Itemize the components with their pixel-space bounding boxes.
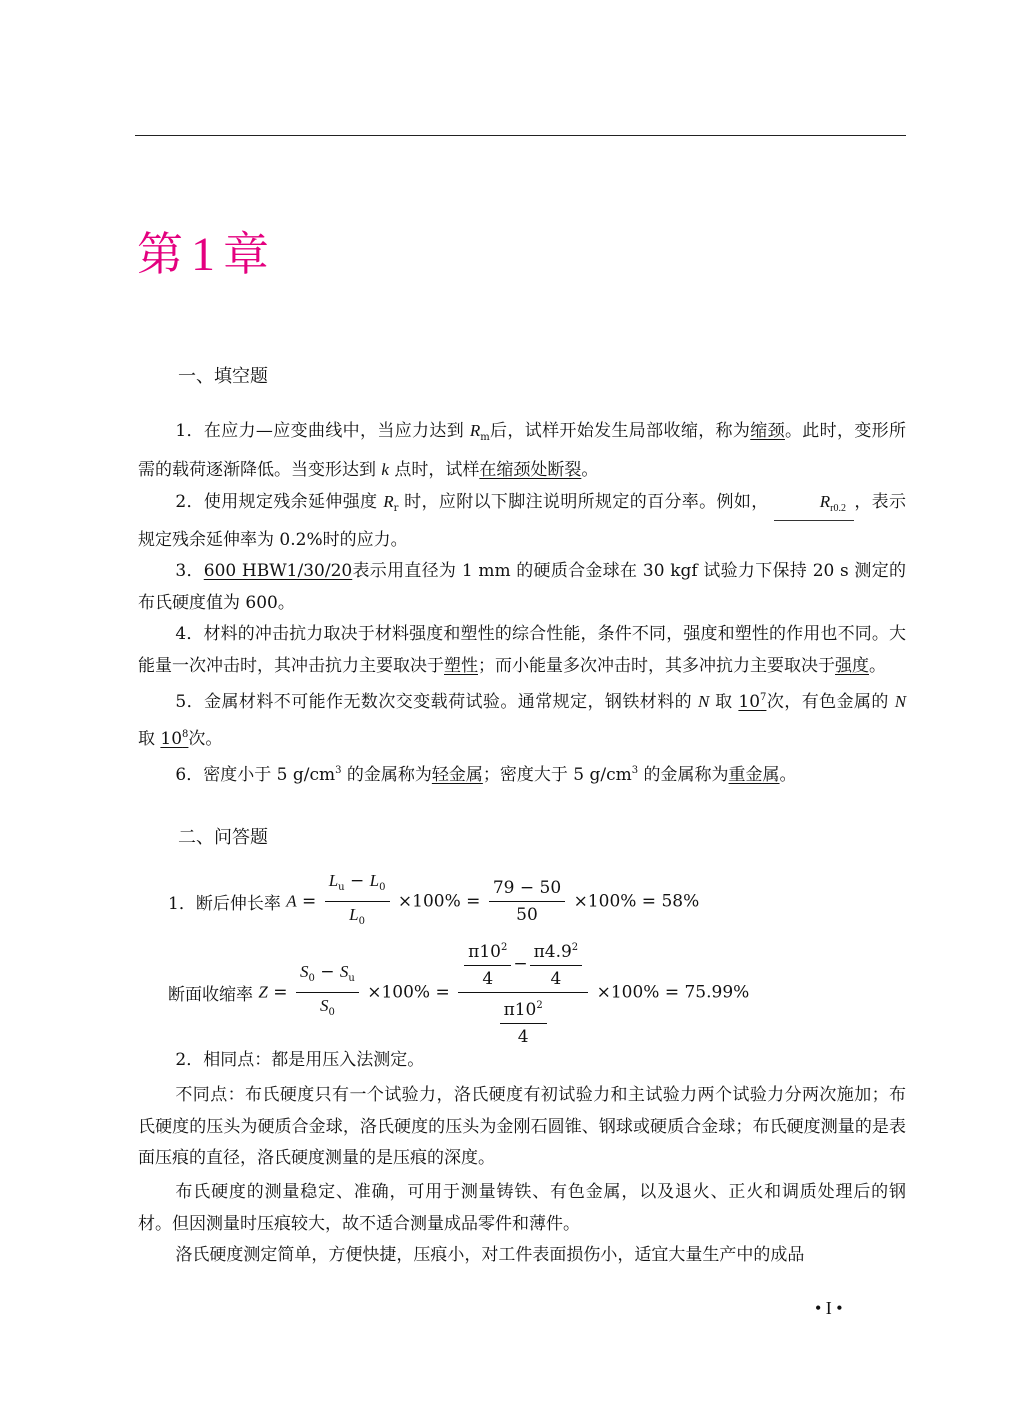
- fill-blank-questions: [138, 415, 906, 792]
- question-5: 5．金属材料不可能作无数次交变载荷试验。通常规定，钢铁材料的 N 取 $10^7$次，有色金属的 N 取 $10^8$次。: [138, 692, 907, 749]
- answer-blank: $10^7$: [738, 692, 767, 712]
- answer-blank: $R_{r0.2}$: [774, 493, 854, 521]
- question-2: 2．使用规定残余延伸强度 $R_r$ 时，应附以下脚注说明所规定的百分率。例如， $R_{r0.2}$ ，表示规定残余延伸率为 0.2%时的应力。: [138, 492, 907, 550]
- answer-2-brinell: 布氏硬度的测量稳定、准确，可用于测量铸铁、有色金属，以及退火、正火和调质处理后的钢材。但因测量时压痕较大，故不适合测量成品零件和薄件。: [138, 1182, 906, 1234]
- answer-blank: 轻金属: [431, 765, 483, 785]
- chapter-title: 第 1 章: [137, 227, 271, 281]
- section-title-qa: 二、问答题: [178, 827, 268, 848]
- formula-reduction-of-area: 断面收缩率 Z = $\frac{S_0 - S_u}{S_0}$ ×100% = $\frac{\pi 10^2}{4}$ − $\frac{\pi 4.9^2}{4}$ $\frac{\pi 10^2}{4}$ ×100% = 75.99%: [168, 935, 749, 1050]
- answer-blank: 塑性: [444, 655, 478, 676]
- question-6: 6．密度小于 5 $g/cm^3$ 的金属称为轻金属；密度大于 5 $g/cm^3$ 的金属称为重金属。: [175, 765, 797, 785]
- section-title-fill-blank: 一、填空题: [178, 366, 268, 387]
- answer-blank: 强度: [835, 655, 869, 676]
- question-3: 3．600 HBW1/30/20表示用直径为 1 mm 的硬质合金球在 30 kgf 试验力下保持 20 s 测定的布氏硬度值为 600。: [138, 561, 906, 613]
- header-rule: [135, 135, 906, 136]
- formula-elongation: 1．断后伸长率 A = $\frac{L_u - L_0}{L_0}$ ×100% = $\frac{79 - 50}{50}$ ×100% = 58%: [168, 868, 699, 935]
- question-1: 1．在应力—应变曲线中，当应力达到 $R_m$后，试样开始发生局部收缩，称为缩颈。此时，变形所需的载荷逐渐降低。当变形达到 k 点时，试样在缩颈处断裂。: [138, 421, 907, 480]
- answer-blank: $10^8$: [160, 728, 189, 749]
- answer-blank: 600 HBW1/30/20: [203, 561, 353, 581]
- answer-2-same: 2．相同点：都是用压入法测定。: [175, 1050, 425, 1070]
- answer-blank: 重金属: [728, 765, 780, 785]
- question-4: 4．材料的冲击抗力取决于材料强度和塑性的综合性能，条件不同，强度和塑性的作用也不同。大能量一次冲击时，其冲击抗力主要取决于塑性；而小能量多次冲击时，其多冲抗力主要取决于强度。: [138, 624, 906, 676]
- answer-blank: 缩颈: [750, 421, 785, 441]
- page-number: • I •: [815, 1298, 843, 1318]
- answer-2-rockwell: 洛氏硬度测定简单，方便快捷，压痕小，对工件表面损伤小，适宜大量生产中的成品: [175, 1245, 805, 1265]
- answer-2-diff: 不同点：布氏硬度只有一个试验力，洛氏硬度有初试验力和主试验力两个试验力分两次施加；布氏硬度的压头为硬质合金球，洛氏硬度的压头为金刚石圆锥、钢球或硬质合金球；布氏硬度测量的是表面压痕的直径，洛氏硬度测量的是压痕的深度。: [138, 1085, 906, 1168]
- answer-blank: 在缩颈处断裂: [479, 459, 582, 480]
